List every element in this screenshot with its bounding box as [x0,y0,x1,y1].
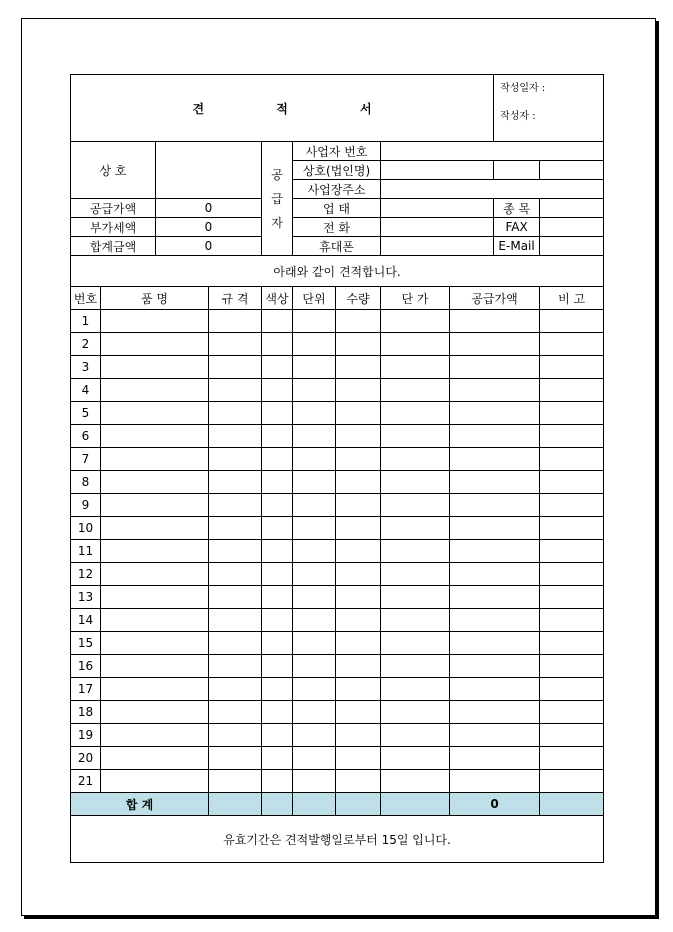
col-header-color: 색상 [262,287,293,310]
spec-cell[interactable] [209,448,262,471]
price-cell[interactable] [381,425,450,448]
supply-cell[interactable] [450,724,540,747]
item-name-cell[interactable] [101,494,209,517]
item-name-cell[interactable] [101,586,209,609]
color-cell[interactable] [262,425,293,448]
client-name-value[interactable] [156,142,262,199]
table-row [71,724,604,747]
color-cell[interactable] [262,747,293,770]
unit-cell[interactable] [293,747,336,770]
qty-cell[interactable] [336,540,381,563]
note-cell[interactable] [540,448,604,471]
spec-cell[interactable] [209,425,262,448]
note-cell[interactable] [540,494,604,517]
price-cell[interactable] [381,448,450,471]
supply-cell[interactable] [450,333,540,356]
document-title: 견 적 서 [71,75,494,142]
supply-cell[interactable] [450,540,540,563]
color-cell[interactable] [262,402,293,425]
row-number: 9 [71,494,101,517]
color-cell[interactable] [262,609,293,632]
statement-text: 아래와 같이 견적합니다. [71,256,604,287]
validity-note: 유효기간은 견적발행일로부터 15일 입니다. [71,816,604,863]
price-cell[interactable] [381,632,450,655]
column-header-row [71,287,604,310]
item-name-cell[interactable] [101,724,209,747]
supply-cell[interactable] [450,379,540,402]
qty-cell[interactable] [336,747,381,770]
spec-cell[interactable] [209,747,262,770]
qty-cell[interactable] [336,655,381,678]
unit-cell[interactable] [293,586,336,609]
col-header-spec: 규 격 [209,287,262,310]
price-cell[interactable] [381,747,450,770]
spec-cell[interactable] [209,517,262,540]
note-cell[interactable] [540,540,604,563]
spec-cell[interactable] [209,494,262,517]
table-row [71,379,604,402]
spec-cell[interactable] [209,540,262,563]
col-header-qty: 수량 [336,287,381,310]
sum-note [540,793,604,816]
supply-cell[interactable] [450,471,540,494]
price-cell[interactable] [381,701,450,724]
item-name-cell[interactable] [101,471,209,494]
supply-cell[interactable] [450,586,540,609]
supply-cell[interactable] [450,655,540,678]
note-cell[interactable] [540,379,604,402]
row-number: 10 [71,517,101,540]
table-row [71,678,604,701]
table-row [71,494,604,517]
table-row [71,747,604,770]
estimate-table [70,74,604,863]
price-cell[interactable] [381,770,450,793]
row-number: 8 [71,471,101,494]
row-number: 11 [71,540,101,563]
row-number: 5 [71,402,101,425]
supply-cell[interactable] [450,517,540,540]
qty-cell[interactable] [336,701,381,724]
item-name-cell[interactable] [101,701,209,724]
qty-cell[interactable] [336,586,381,609]
biz-no-value[interactable] [381,142,604,161]
supply-cell[interactable] [450,448,540,471]
unit-cell[interactable] [293,701,336,724]
color-cell[interactable] [262,586,293,609]
item-name-cell[interactable] [101,425,209,448]
unit-cell[interactable] [293,563,336,586]
spec-cell[interactable] [209,678,262,701]
row-number: 14 [71,609,101,632]
email-label: E-Mail [494,237,540,256]
color-cell[interactable] [262,540,293,563]
unit-cell[interactable] [293,655,336,678]
supply-cell[interactable] [450,402,540,425]
sum-spec [209,793,262,816]
item-name-cell[interactable] [101,770,209,793]
row-number: 4 [71,379,101,402]
row-number: 15 [71,632,101,655]
color-cell[interactable] [262,724,293,747]
writer-label: 작성자 : [500,111,536,122]
unit-cell[interactable] [293,632,336,655]
unit-cell[interactable] [293,310,336,333]
table-row [71,701,604,724]
biz-no-label: 사업자 번호 [293,142,381,161]
note-cell[interactable] [540,310,604,333]
note-cell[interactable] [540,747,604,770]
qty-cell[interactable] [336,379,381,402]
col-header-supply: 공급가액 [450,287,540,310]
color-cell[interactable] [262,448,293,471]
total-value: 0 [156,237,262,256]
price-cell[interactable] [381,724,450,747]
supply-cell[interactable] [450,678,540,701]
qty-cell[interactable] [336,563,381,586]
note-cell[interactable] [540,517,604,540]
table-row [71,563,604,586]
supply-cell[interactable] [450,632,540,655]
item-name-cell[interactable] [101,356,209,379]
phone-label: 전 화 [293,218,381,237]
unit-cell[interactable] [293,609,336,632]
supply-cell[interactable] [450,563,540,586]
row-number: 21 [71,770,101,793]
color-cell[interactable] [262,678,293,701]
note-cell[interactable] [540,770,604,793]
note-cell[interactable] [540,701,604,724]
price-cell[interactable] [381,563,450,586]
unit-cell[interactable] [293,379,336,402]
color-cell[interactable] [262,563,293,586]
unit-cell[interactable] [293,517,336,540]
col-header-price: 단 가 [381,287,450,310]
row-number: 7 [71,448,101,471]
item-name-cell[interactable] [101,402,209,425]
unit-cell[interactable] [293,494,336,517]
qty-cell[interactable] [336,448,381,471]
client-name-label: 상 호 [71,142,156,199]
spec-cell[interactable] [209,701,262,724]
table-row [71,609,604,632]
estimate-form [70,74,603,863]
table-row [71,402,604,425]
business-type-value[interactable] [381,199,494,218]
unit-cell[interactable] [293,448,336,471]
item-name-cell[interactable] [101,379,209,402]
col-header-no: 번호 [71,287,101,310]
fax-label: FAX [494,218,540,237]
item-name-cell[interactable] [101,747,209,770]
meta-box [494,75,604,142]
note-cell[interactable] [540,678,604,701]
note-cell[interactable] [540,356,604,379]
supply-cell[interactable] [450,310,540,333]
item-name-cell[interactable] [101,310,209,333]
color-cell[interactable] [262,517,293,540]
row-number: 1 [71,310,101,333]
color-cell[interactable] [262,494,293,517]
row-number: 17 [71,678,101,701]
note-cell[interactable] [540,724,604,747]
col-header-unit: 단위 [293,287,336,310]
table-row [71,356,604,379]
spec-cell[interactable] [209,379,262,402]
mobile-label: 휴대폰 [293,237,381,256]
color-cell[interactable] [262,770,293,793]
unit-cell[interactable] [293,471,336,494]
business-type-label: 업 태 [293,199,381,218]
color-cell[interactable] [262,701,293,724]
phone-value[interactable] [381,218,494,237]
sum-unit [293,793,336,816]
vat-label: 부가세액 [71,218,156,237]
sum-price [381,793,450,816]
qty-cell[interactable] [336,517,381,540]
color-cell[interactable] [262,471,293,494]
color-cell[interactable] [262,356,293,379]
document-page [21,18,656,916]
supply-cell[interactable] [450,747,540,770]
qty-cell[interactable] [336,402,381,425]
supply-cell[interactable] [450,701,540,724]
row-number: 3 [71,356,101,379]
qty-cell[interactable] [336,471,381,494]
item-name-cell[interactable] [101,517,209,540]
note-cell[interactable] [540,471,604,494]
fax-value[interactable] [540,218,604,237]
company-label: 상호(법인명) [293,161,381,180]
item-value[interactable] [540,199,604,218]
item-name-cell[interactable] [101,448,209,471]
price-cell[interactable] [381,356,450,379]
spec-cell[interactable] [209,471,262,494]
price-cell[interactable] [381,655,450,678]
company-value[interactable] [381,161,494,180]
date-label: 작성일자 : [500,83,546,94]
table-row [71,632,604,655]
item-name-cell[interactable] [101,632,209,655]
item-name-cell[interactable] [101,540,209,563]
qty-cell[interactable] [336,724,381,747]
vat-value: 0 [156,218,262,237]
supply-cell[interactable] [450,770,540,793]
spec-cell[interactable] [209,563,262,586]
item-name-cell[interactable] [101,333,209,356]
table-row [71,310,604,333]
qty-cell[interactable] [336,425,381,448]
note-cell[interactable] [540,609,604,632]
color-cell[interactable] [262,632,293,655]
note-cell[interactable] [540,333,604,356]
spec-cell[interactable] [209,356,262,379]
unit-cell[interactable] [293,724,336,747]
row-number: 20 [71,747,101,770]
sum-label: 합 계 [71,793,209,816]
color-cell[interactable] [262,655,293,678]
unit-cell[interactable] [293,425,336,448]
unit-cell[interactable] [293,770,336,793]
supply-cell[interactable] [450,609,540,632]
address-value[interactable] [381,180,604,199]
color-cell[interactable] [262,333,293,356]
col-header-item: 품 명 [101,287,209,310]
note-cell[interactable] [540,586,604,609]
total-label: 합계금액 [71,237,156,256]
item-name-cell[interactable] [101,655,209,678]
price-cell[interactable] [381,402,450,425]
row-number: 13 [71,586,101,609]
sum-color [262,793,293,816]
unit-cell[interactable] [293,402,336,425]
unit-cell[interactable] [293,356,336,379]
table-row [71,425,604,448]
item-label: 종 목 [494,199,540,218]
spec-cell[interactable] [209,609,262,632]
unit-cell[interactable] [293,678,336,701]
supply-cell[interactable] [450,425,540,448]
price-cell[interactable] [381,540,450,563]
spec-cell[interactable] [209,770,262,793]
spec-cell[interactable] [209,402,262,425]
color-cell[interactable] [262,379,293,402]
email-value[interactable] [540,237,604,256]
supply-amount-value: 0 [156,199,262,218]
row-number: 19 [71,724,101,747]
sum-supply-total: 0 [450,793,540,816]
price-cell[interactable] [381,379,450,402]
item-name-cell[interactable] [101,678,209,701]
unit-cell[interactable] [293,333,336,356]
qty-cell[interactable] [336,310,381,333]
col-header-note: 비 고 [540,287,604,310]
qty-cell[interactable] [336,333,381,356]
spec-cell[interactable] [209,586,262,609]
spec-cell[interactable] [209,724,262,747]
supply-amount-label: 공급가액 [71,199,156,218]
spec-cell[interactable] [209,310,262,333]
price-cell[interactable] [381,333,450,356]
qty-cell[interactable] [336,770,381,793]
price-cell[interactable] [381,609,450,632]
row-number: 16 [71,655,101,678]
table-row [71,770,604,793]
note-cell[interactable] [540,655,604,678]
table-row [71,540,604,563]
price-cell[interactable] [381,586,450,609]
row-number: 18 [71,701,101,724]
company-extra-1[interactable] [494,161,540,180]
spec-cell[interactable] [209,333,262,356]
price-cell[interactable] [381,678,450,701]
qty-cell[interactable] [336,494,381,517]
qty-cell[interactable] [336,678,381,701]
mobile-value[interactable] [381,237,494,256]
price-cell[interactable] [381,517,450,540]
color-cell[interactable] [262,310,293,333]
supply-cell[interactable] [450,494,540,517]
qty-cell[interactable] [336,609,381,632]
row-number: 12 [71,563,101,586]
table-row [71,586,604,609]
table-row [71,333,604,356]
note-cell[interactable] [540,402,604,425]
spec-cell[interactable] [209,655,262,678]
table-row [71,471,604,494]
supplier-vertical-label: 공 급 자 [262,142,293,256]
item-name-cell[interactable] [101,609,209,632]
address-label: 사업장주소 [293,180,381,199]
price-cell[interactable] [381,494,450,517]
spec-cell[interactable] [209,632,262,655]
row-number: 6 [71,425,101,448]
sum-qty [336,793,381,816]
qty-cell[interactable] [336,632,381,655]
price-cell[interactable] [381,471,450,494]
table-row [71,448,604,471]
sum-row [71,793,604,816]
table-row [71,655,604,678]
qty-cell[interactable] [336,356,381,379]
company-extra-2[interactable] [540,161,604,180]
note-cell[interactable] [540,425,604,448]
item-name-cell[interactable] [101,563,209,586]
note-cell[interactable] [540,632,604,655]
row-number: 2 [71,333,101,356]
supply-cell[interactable] [450,356,540,379]
note-cell[interactable] [540,563,604,586]
unit-cell[interactable] [293,540,336,563]
table-row [71,517,604,540]
price-cell[interactable] [381,310,450,333]
